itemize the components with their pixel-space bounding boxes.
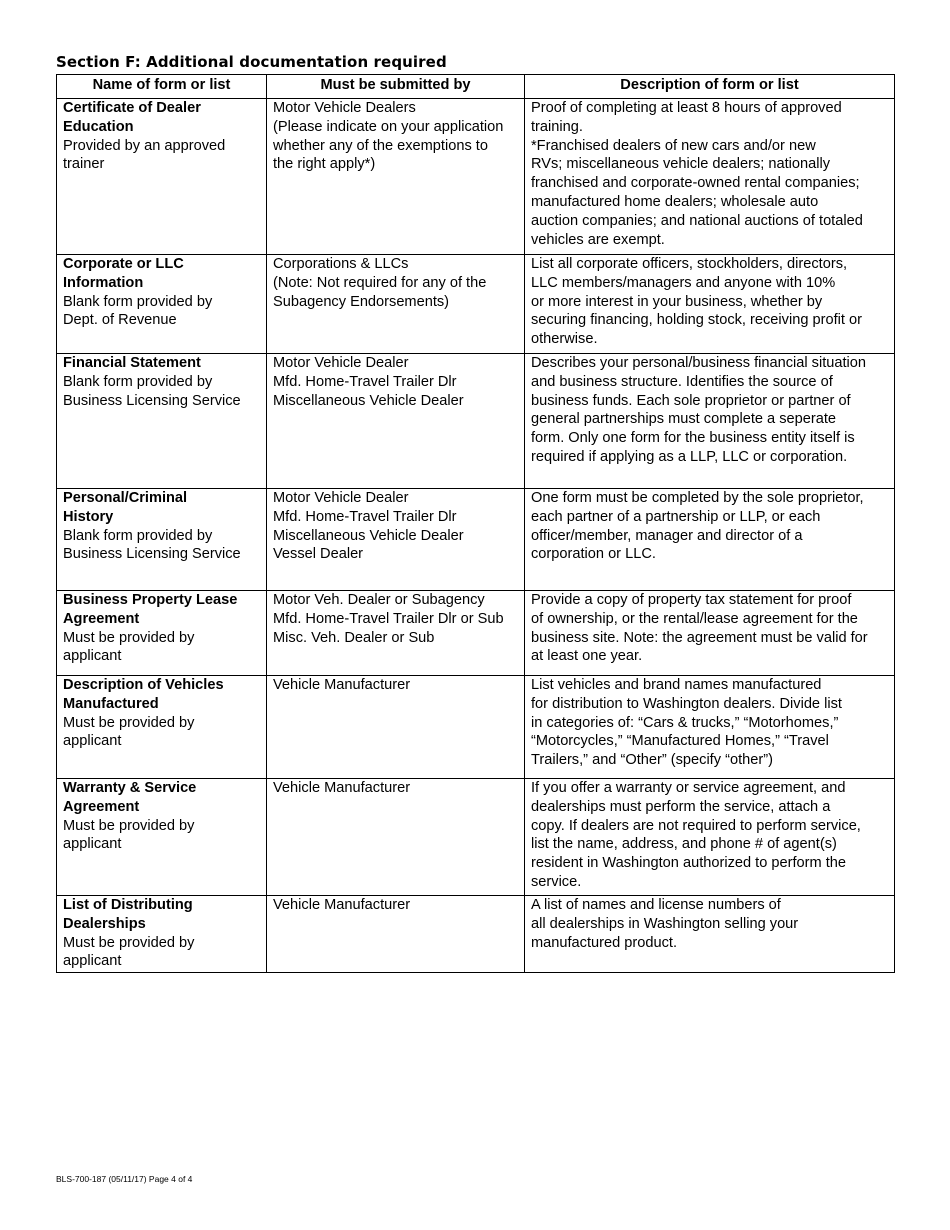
form-source: Blank form provided by Business Licensing Service bbox=[63, 373, 241, 409]
form-source: Must be provided by applicant bbox=[63, 714, 195, 750]
submitted-by: Vehicle Manufacturer bbox=[273, 897, 411, 913]
description: Provide a copy of property tax statement for proof of ownership, or the rental/lease agreement for the business site. Note: the agreement must be valid for at least one year. bbox=[531, 592, 868, 665]
table-row bbox=[57, 591, 895, 676]
description-cell bbox=[525, 676, 895, 779]
table-header-row bbox=[57, 75, 895, 99]
submitted-by-cell bbox=[267, 779, 525, 896]
submitted-by-cell bbox=[267, 354, 525, 489]
description: Proof of completing at least 8 hours of approved training. *Franchised dealers of new cars and/or new RVs; miscellaneous vehicle dealers; nationally franchised and corporate-owned rental companies; manufactured home dealers; wholesale auto auction companies; and national auctions of totaled vehicles are exempt. bbox=[531, 100, 863, 248]
submitted-by-cell bbox=[267, 896, 525, 973]
form-name: Business Property Lease Agreement bbox=[63, 592, 238, 627]
description-cell bbox=[525, 354, 895, 489]
form-source: Must be provided by applicant bbox=[63, 817, 195, 853]
table-row bbox=[57, 99, 895, 255]
form-name-cell bbox=[57, 354, 267, 489]
form-name-cell bbox=[57, 591, 267, 676]
description-cell bbox=[525, 779, 895, 896]
header-description: Description of form or list bbox=[525, 75, 895, 99]
submitted-by-cell bbox=[267, 255, 525, 354]
submitted-by: Motor Vehicle Dealer Mfd. Home-Travel Trailer Dlr Miscellaneous Vehicle Dealer Vessel Dealer bbox=[273, 490, 464, 563]
form-name-cell bbox=[57, 99, 267, 255]
form-name-cell bbox=[57, 779, 267, 896]
submitted-by: Motor Vehicle Dealer Mfd. Home-Travel Trailer Dlr Miscellaneous Vehicle Dealer bbox=[273, 355, 464, 409]
page-footer: BLS-700-187 (05/11/17) Page 4 of 4 bbox=[56, 1174, 193, 1184]
submitted-by-cell bbox=[267, 676, 525, 779]
form-name: List of Distributing Dealerships bbox=[63, 897, 193, 932]
description-cell bbox=[525, 255, 895, 354]
documentation-table bbox=[56, 74, 895, 973]
description: List all corporate officers, stockholders, directors, LLC members/managers and anyone with 10% or more interest in your business, whether by securing financing, holding stock, receiving profit or otherwise. bbox=[531, 256, 862, 348]
form-source: Blank form provided by Dept. of Revenue bbox=[63, 293, 213, 329]
description-cell bbox=[525, 896, 895, 973]
submitted-by: Corporations & LLCs (Note: Not required for any of the Subagency Endorsements) bbox=[273, 256, 487, 310]
form-source: Must be provided by applicant bbox=[63, 934, 195, 970]
form-source: Provided by an approved trainer bbox=[63, 137, 226, 173]
submitted-by: Motor Vehicle Dealers (Please indicate on your application whether any of the exemptions to the right apply*) bbox=[273, 100, 504, 173]
form-name-cell bbox=[57, 255, 267, 354]
form-name-cell bbox=[57, 676, 267, 779]
description: A list of names and license numbers of all dealerships in Washington selling your manufactured product. bbox=[531, 897, 799, 951]
submitted-by: Vehicle Manufacturer bbox=[273, 677, 411, 693]
table-row bbox=[57, 489, 895, 591]
form-name: Description of Vehicles Manufactured bbox=[63, 677, 224, 712]
header-name: Name of form or list bbox=[57, 75, 267, 99]
form-source: Must be provided by applicant bbox=[63, 629, 195, 665]
section-title: Section F: Additional documentation required bbox=[56, 53, 447, 71]
form-name: Corporate or LLC Information bbox=[63, 256, 184, 291]
form-name: Financial Statement bbox=[63, 355, 201, 371]
form-name-cell bbox=[57, 896, 267, 973]
submitted-by-cell bbox=[267, 99, 525, 255]
description: List vehicles and brand names manufactured for distribution to Washington dealers. Divide list in categories of: “Cars & trucks,” “Motorhomes,” “Motorcycles,” “Manufactured Homes,” “Travel Trailers,” and “Other” (specify “other”) bbox=[531, 677, 842, 769]
submitted-by-cell bbox=[267, 489, 525, 591]
table-row bbox=[57, 255, 895, 354]
form-name-cell bbox=[57, 489, 267, 591]
description: One form must be completed by the sole proprietor, each partner of a partnership or LLP, or each officer/member, manager and director of a corporation or LLC. bbox=[531, 490, 864, 563]
form-name: Certificate of Dealer Education bbox=[63, 100, 201, 135]
submitted-by: Vehicle Manufacturer bbox=[273, 780, 411, 796]
description: Describes your personal/business financial situation and business structure. Identifies the source of business funds. Each sole proprietor or partner of general partnerships must complete a seperate form. Only one form for the business entity itself is required if applying as a LLP, LLC or corporation. bbox=[531, 355, 867, 465]
table-row bbox=[57, 354, 895, 489]
description-cell bbox=[525, 591, 895, 676]
description-cell bbox=[525, 489, 895, 591]
table-row bbox=[57, 779, 895, 896]
header-submitted-by: Must be submitted by bbox=[267, 75, 525, 99]
form-name: Warranty & Service Agreement bbox=[63, 780, 197, 815]
form-source: Blank form provided by Business Licensing Service bbox=[63, 527, 241, 563]
table-row bbox=[57, 896, 895, 973]
submitted-by: Motor Veh. Dealer or Subagency Mfd. Home-Travel Trailer Dlr or Sub Misc. Veh. Dealer or Sub bbox=[273, 592, 504, 646]
form-name: Personal/Criminal History bbox=[63, 490, 188, 525]
submitted-by-cell bbox=[267, 591, 525, 676]
description-cell bbox=[525, 99, 895, 255]
table-row bbox=[57, 676, 895, 779]
description: If you offer a warranty or service agreement, and dealerships must perform the service, attach a copy. If dealers are not required to perform service, list the name, address, and phone # of agent(s) resident in Washington authorized to perform the service. bbox=[531, 780, 861, 890]
